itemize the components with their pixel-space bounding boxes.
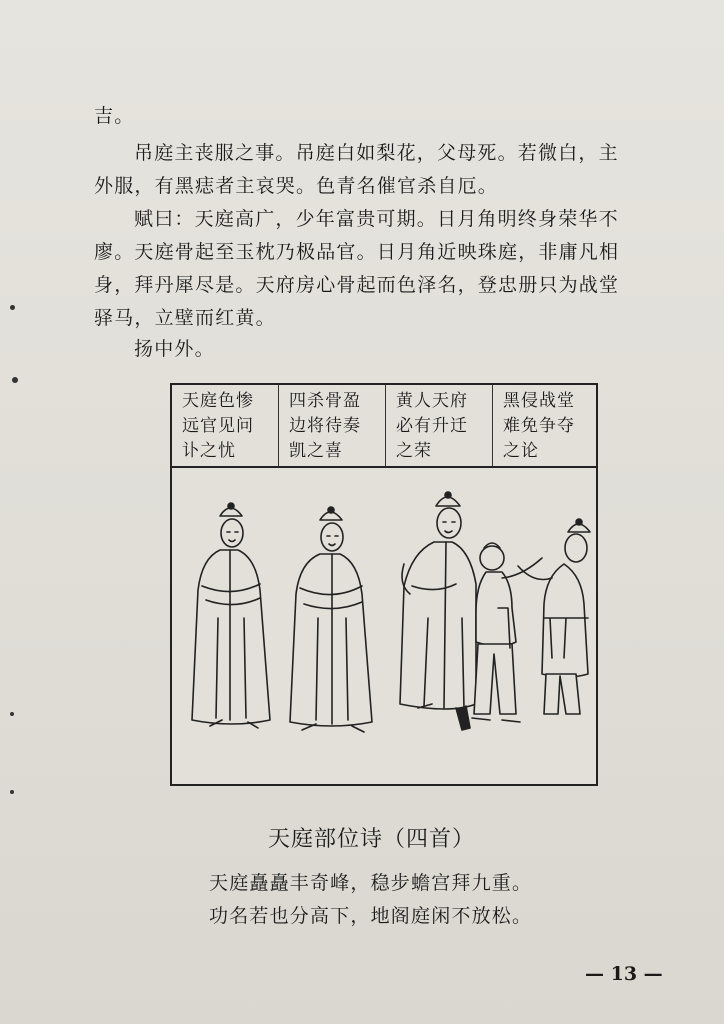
- poem-line-2: 功名若也分高下，地阁庭闲不放松。: [209, 905, 533, 927]
- illustration-figure: [170, 383, 598, 786]
- caption-row: [172, 385, 596, 468]
- figure-pair-quarrel: [472, 519, 590, 722]
- text-line-yang: 扬中外。: [134, 338, 215, 360]
- text-line-ji: 吉。: [94, 105, 135, 127]
- figure-official-3: [400, 492, 476, 730]
- scan-speck: [10, 790, 14, 794]
- figure-official-1: [192, 503, 270, 728]
- caption-4: 黑侵战堂 难免争夺 之论: [503, 391, 575, 461]
- scan-speck: [12, 377, 18, 383]
- poem-line-1: 天庭矗矗丰奇峰，稳步蟾宫拜九重。: [209, 872, 533, 894]
- scan-speck: [10, 712, 14, 716]
- page-number: — 13 —: [585, 963, 663, 985]
- scan-speck: [10, 305, 15, 310]
- caption-2: 四杀骨盈 边将待奏 凯之喜: [289, 391, 361, 461]
- paragraph-diaoting: 吊庭主丧服之事。吊庭白如梨花，父母死。若微白，主 外服，有黑痣者主哀哭。色青名催官杀自厄。: [94, 142, 619, 197]
- poem-body: [209, 867, 532, 933]
- figure-official-2: [290, 507, 372, 732]
- paragraph-fu: 赋曰：天庭高广，少年富贵可期。日月角明终身荣华不 廖。天庭骨起至玉枕乃极品官。日月角近映珠庭，非庸凡相 身，拜丹犀尽是。天府房心骨起而色泽名，登忠册只为战堂 驿马，立壁而红黄。: [94, 208, 620, 329]
- line-drawing-figures: [172, 468, 596, 784]
- poem-title: 天庭部位诗（四首）: [268, 827, 476, 852]
- caption-3: 黄人天府 必有升迁 之荣: [396, 391, 468, 461]
- caption-1: 天庭色惨 远官见问 讣之忧: [182, 391, 254, 461]
